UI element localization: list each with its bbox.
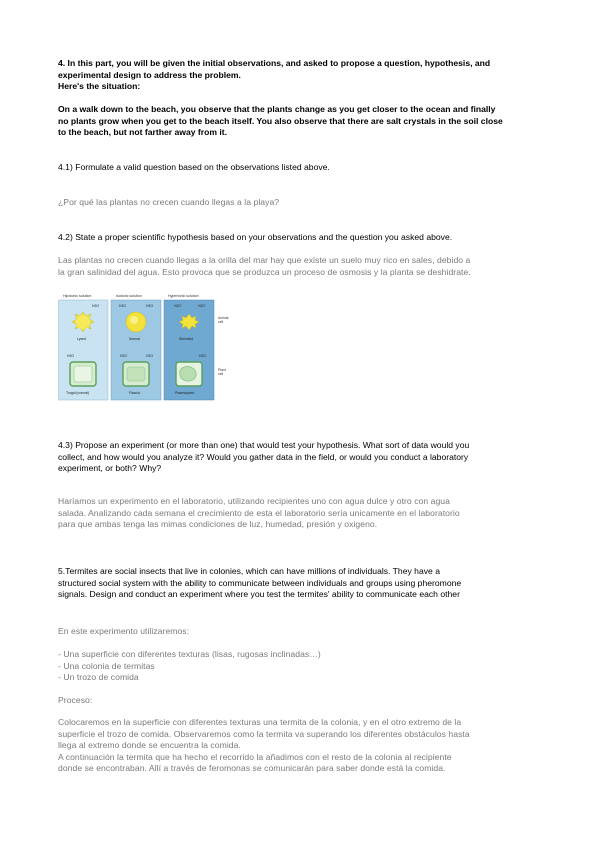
side-label-plant	[218, 368, 226, 376]
plant-cell-flaccid	[123, 362, 149, 386]
animal-cell-shriveled	[179, 314, 199, 330]
q5-material-item: - Una superficie con diferentes texturas (lisas, rugosas inclinadas…)	[58, 649, 321, 659]
q5-process-line: Colocaremos en la superficie con diferentes texturas una termita de la colonia, y en el otro extremo de la	[58, 717, 462, 727]
q5-materials-intro-text: En este experimento utilizaremos:	[58, 626, 190, 636]
panel-label-hypotonic: Hipotonic solution	[63, 294, 92, 298]
q5-prompt	[58, 566, 544, 601]
plant-cell-plasmolyzed	[176, 362, 202, 386]
osmosis-figure	[58, 292, 258, 404]
osmosis-diagram	[58, 292, 258, 404]
q43-prompt	[58, 440, 544, 475]
q5-process-label	[58, 695, 544, 707]
h2o-label: H2O	[92, 304, 99, 308]
animal-cell-lysed	[72, 312, 94, 332]
h2o-label: H2O	[120, 354, 127, 358]
q4-situation-line: no plants grow when you get to the beach itself. You also observe that there are salt crystals in the soil close	[58, 115, 503, 126]
q5-material-item: - Un trozo de comida	[58, 672, 139, 683]
q43-answer-line: Haríamos un experimento en el laboratorio, utilizando recipientes uno con agua dulce y otro con agua	[58, 496, 450, 506]
h2o-label: H2O	[146, 304, 153, 308]
cell-label-flaccid: Flaccid	[129, 391, 140, 395]
q5-process-line: superficie el trozo de comida. Observaremos como la termita va superando los diferentes obstáculos hasta	[58, 728, 470, 739]
cell-label-turgid: Turgid (normal)	[66, 391, 90, 395]
q4-situation-line: On a walk down to the beach, you observe that the plants change as you get closer to the ocean and finally	[58, 104, 496, 114]
q4-intro-line: experimental design to address the problem.	[58, 69, 241, 80]
q4-situation-line: to the beach, but not farther away from it.	[58, 127, 228, 138]
side-label-plant-line: Plant	[218, 368, 226, 372]
q43-answer-line: salada. Analizando cada semana el crecimiento de esta el laboratorio sería unicamente en el laboratorio	[58, 507, 460, 518]
q5-process-line: A continuación la termita que ha hecho el recorrido la añadimos con el resto de la colonia al recipiente	[58, 751, 452, 762]
side-label-animal-line: cell	[218, 320, 224, 324]
panel-label-isotonic: Isotonic solution	[116, 294, 142, 298]
q5-process	[58, 717, 544, 775]
animal-cell-normal	[126, 312, 146, 332]
q4-intro-line: Here's the situation:	[58, 81, 141, 92]
q41-answer-text: ¿Por qué las plantas no crecen cuando llegas a la playa?	[58, 197, 280, 207]
q5-material-item: - Una colonia de termitas	[58, 660, 155, 671]
q41-answer	[58, 197, 544, 209]
h2o-label: H2O	[119, 304, 126, 308]
q42-prompt-text: 4.2) State a proper scientific hypothesis based on your observations and the question you asked above.	[58, 232, 453, 242]
side-label-animal-line: Animal	[218, 316, 229, 320]
h2o-label: H2O	[199, 354, 206, 358]
q5-prompt-line: signals. Design and conduct an experiment where you test the termites' ability to communicate each other	[58, 589, 460, 600]
q43-prompt-line: experiment, or both? Why?	[58, 463, 162, 474]
plant-cell-turgid	[70, 362, 96, 386]
cell-label-plasmolyzed: Plasmolyzed	[175, 391, 195, 395]
h2o-label: H2O	[67, 354, 74, 358]
q5-process-line: llega al extremo donde se encuentra la comida.	[58, 740, 241, 751]
q5-prompt-line: 5.Termites are social insects that live in colonies, which can have millions of individuals. They have a	[58, 566, 440, 576]
side-label-plant-line: cell	[218, 372, 224, 376]
q5-process-line: donde se encontraban. Allí a través de feromonas se comunicarán para saber donde está la comida.	[58, 763, 446, 774]
q5-materials-intro	[58, 626, 544, 638]
q41-prompt-text: 4.1) Formulate a valid question based on the observations listed above.	[58, 162, 330, 172]
q43-prompt-line: 4.3) Propose an experiment (or more than one) that would test your hypothesis. What sort of data would you	[58, 440, 470, 450]
cell-label-normal: Normal	[129, 337, 140, 341]
q43-answer	[58, 496, 544, 531]
q5-prompt-line: structured social system with the ability to communicate between individuals and groups using pheromone	[58, 577, 462, 588]
h2o-label: H2O	[198, 304, 205, 308]
q4-intro	[58, 58, 544, 93]
q4-situation	[58, 104, 544, 139]
q42-answer	[58, 255, 544, 278]
cell-label-shriveled: Shriveled	[179, 337, 194, 341]
q42-prompt	[58, 232, 544, 244]
side-label-animal	[218, 316, 228, 324]
q41-prompt	[58, 162, 544, 174]
q42-answer-line: la gran salinidad del agua. Esto provoca que se produzca un proceso de osmosis y la planta se deshidrate.	[58, 266, 471, 277]
q5-process-label-text: Proceso:	[58, 695, 93, 705]
q43-prompt-line: collect, and how would you analyze it? Would you gather data in the field, or would you conduct a laboratory	[58, 451, 469, 462]
h2o-label: H2O	[146, 354, 153, 358]
h2o-label: H2O	[174, 304, 181, 308]
q43-answer-line: para que ambas tenga las mimas condiciones de luz, humedad, presión y oxigeno.	[58, 519, 378, 530]
panel-label-hypertonic: Hypertonic solution	[168, 294, 199, 298]
q4-intro-line: 4. In this part, you will be given the initial observations, and asked to propose a question, hypothesis, and	[58, 58, 491, 68]
cell-label-lysed: Lysed	[77, 337, 86, 341]
q5-materials-list	[58, 649, 544, 684]
q42-answer-line: Las plantas no crecen cuando llegas a la orilla del mar hay que existe un suelo muy rico en sales, debido a	[58, 255, 471, 265]
